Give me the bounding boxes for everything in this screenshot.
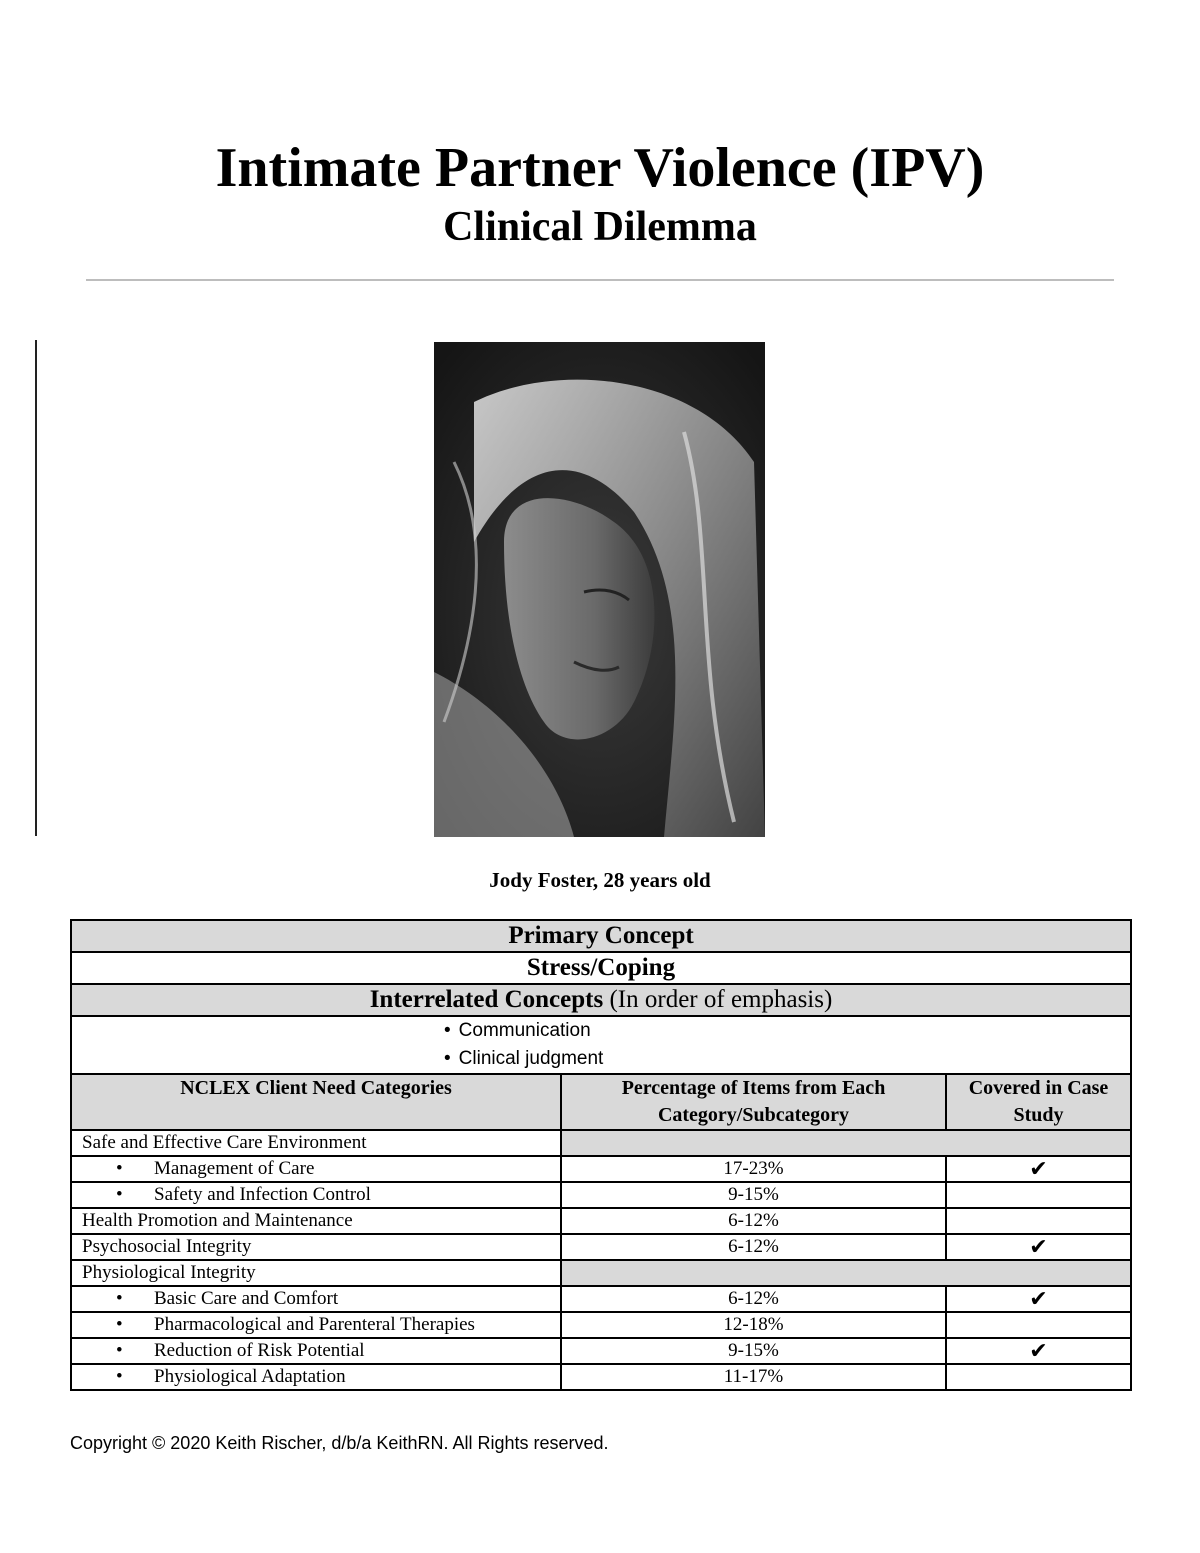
check-icon: ✔ <box>946 1156 1131 1182</box>
column-header-covered: Covered in Case Study <box>946 1074 1131 1130</box>
photo-caption: Jody Foster, 28 years old <box>489 868 711 892</box>
table-row: • Reduction of Risk Potential 9-15% ✔ <box>71 1338 1131 1364</box>
table-row: • Physiological Adaptation 11-17% <box>71 1364 1131 1390</box>
table-row: • Management of Care 17-23% ✔ <box>71 1156 1131 1182</box>
patient-photo <box>434 342 765 837</box>
page-title: Intimate Partner Violence (IPV) <box>215 137 985 199</box>
column-header-percentage: Percentage of Items from Each Category/Subcategory <box>561 1074 946 1130</box>
table-row: Safe and Effective Care Environment <box>71 1130 1131 1156</box>
list-item: • Clinical judgment <box>444 1045 1120 1073</box>
list-item: • Communication <box>444 1017 1120 1045</box>
copyright-notice: Copyright © 2020 Keith Rischer, d/b/a KeithRN. All Rights reserved. <box>70 1433 609 1453</box>
table-row: Psychosocial Integrity 6-12% ✔ <box>71 1234 1131 1260</box>
interrelated-concepts-header: Interrelated Concepts (In order of emphasis) <box>71 984 1131 1016</box>
primary-concept-value: Stress/Coping <box>71 952 1131 984</box>
check-icon: ✔ <box>946 1286 1131 1312</box>
title-divider <box>86 279 1114 281</box>
check-icon: ✔ <box>946 1234 1131 1260</box>
page-subtitle: Clinical Dilemma <box>443 204 757 250</box>
column-header-category: NCLEX Client Need Categories <box>71 1074 561 1130</box>
table-row: • Basic Care and Comfort 6-12% ✔ <box>71 1286 1131 1312</box>
table-row: Health Promotion and Maintenance 6-12% <box>71 1208 1131 1234</box>
table-row: • Safety and Infection Control 9-15% <box>71 1182 1131 1208</box>
primary-concept-header: Primary Concept <box>71 920 1131 952</box>
concepts-table <box>70 919 1132 1391</box>
table-row: • Pharmacological and Parenteral Therapies 12-18% <box>71 1312 1131 1338</box>
check-icon: ✔ <box>946 1338 1131 1364</box>
interrelated-concepts-list <box>71 1016 1131 1074</box>
table-row: Physiological Integrity <box>71 1260 1131 1286</box>
margin-bar <box>35 340 37 836</box>
